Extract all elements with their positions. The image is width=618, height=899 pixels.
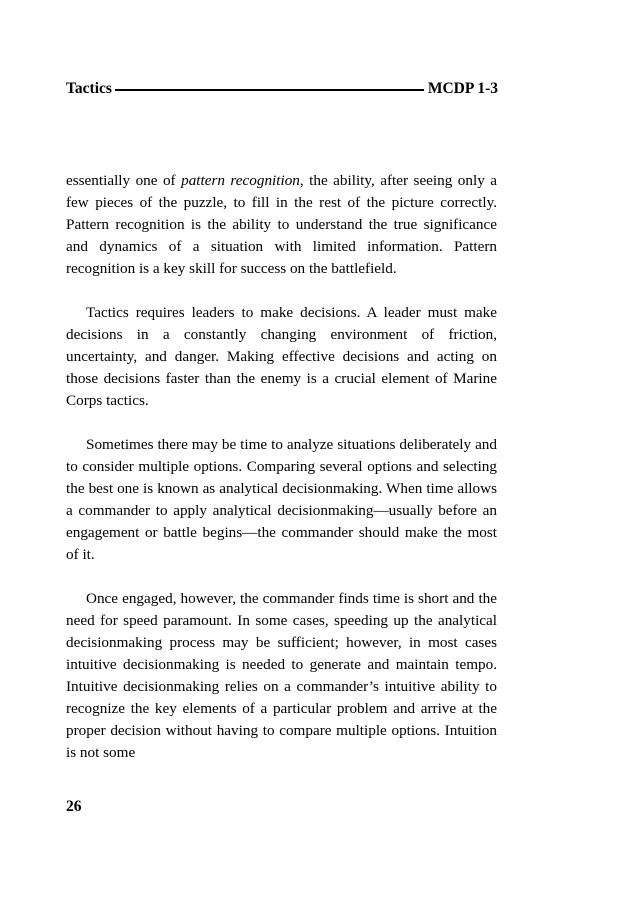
paragraph-1 [66,170,497,280]
running-header [66,78,498,100]
paragraph-1-rest: , the ability, after seeing only a few pieces of the puzzle, to fill in the rest of the picture correctly. Pattern recognition is the ability to understand the true significance and dynamics of a situation with limited information. Pattern recognition is a key skill for success on the battlefield. [66,172,498,277]
header-publication-id: MCDP 1-3 [427,80,498,97]
paragraph-1-emphasis: pattern recognition [181,172,300,189]
paragraph-2: Tactics requires leaders to make decisions. A leader must make decisions in a constantly changing environment of friction, uncertainty, and danger. Making effective decisions and acting on those decisions faster than the enemy is a crucial element of Marine Corps tactics. [66,304,497,409]
paragraph-4: Once engaged, however, the commander finds time is short and the need for speed paramount. In some cases, speeding up the analytical decisionmaking process may be sufficient; however, in most cases intuitive decisionmaking is needed to generate and maintain tempo. Intuitive decisionmaking relies on a commander’s intuitive ability to recognize the key elements of a particular problem and arrive at the proper decision without having to compare multiple options. Intuition is not some [66,590,497,761]
header-section-title: Tactics [66,80,112,97]
body-text [66,170,497,786]
header-rule [115,89,424,91]
paragraph-3: Sometimes there may be time to analyze situations deliberately and to consider multiple options. Comparing several options and selecting the best one is known as analytical decisionmaking. When time allows a commander to apply analytical decisionmaking—usually before an engagement or battle begins—the commander should make the most of it. [66,436,497,563]
page-number: 26 [66,798,82,815]
paragraph-1-lead: essentially one of [66,172,182,189]
